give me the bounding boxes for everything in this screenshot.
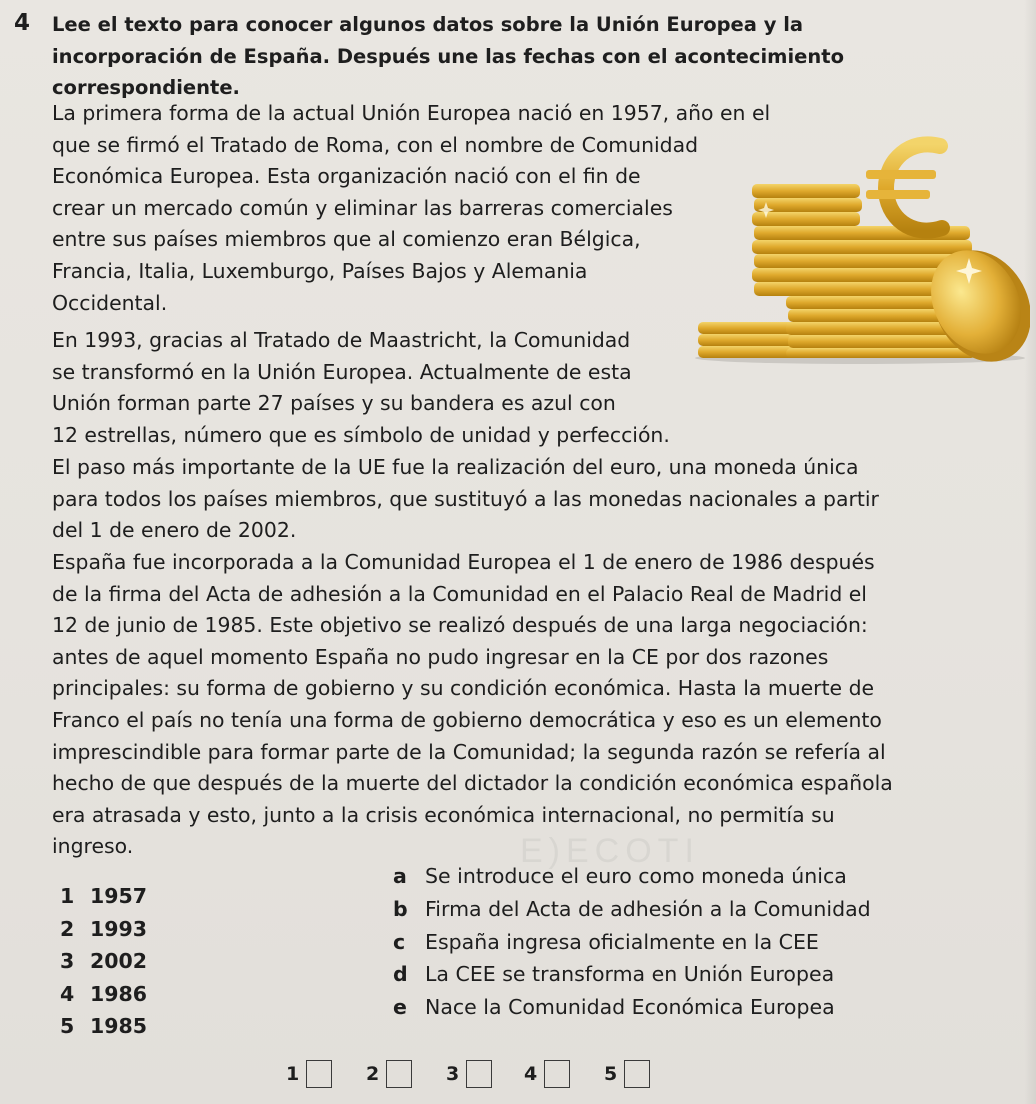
instruction-line: Lee el texto para conocer algunos datos sobre la Unión Europea y la	[52, 13, 804, 36]
answer-box[interactable]	[306, 1060, 332, 1088]
events-list	[393, 860, 871, 1024]
euro-coins-icon	[690, 118, 1030, 366]
date-year: 1993	[90, 916, 148, 941]
date-item	[60, 945, 147, 978]
date-number: 3	[60, 949, 75, 974]
exercise-number: 4	[14, 10, 31, 36]
date-year: 1957	[90, 884, 148, 908]
answer-box[interactable]	[624, 1060, 650, 1088]
text-line: 12 estrellas, número que es símbolo de unidad y perfección.	[52, 422, 670, 447]
text-line: ingreso.	[52, 834, 134, 859]
text-line: Unión forman parte 27 países y su bandera es azul con	[52, 391, 616, 416]
text-line: principales: su forma de gobierno y su condición económica. Hasta la muerte de	[52, 676, 875, 701]
text-line: El paso más importante de la UE fue la realización del euro, una moneda única	[52, 455, 859, 479]
text-line: se transformó en la Unión Europea. Actualmente de esta	[52, 359, 632, 384]
answer-label: 2	[366, 1063, 380, 1085]
event-text: Firma del Acta de adhesión a la Comunidad	[425, 896, 871, 921]
event-text: España ingresa oficialmente en la CEE	[425, 929, 819, 954]
event-item	[393, 958, 871, 991]
date-item	[60, 880, 147, 913]
date-number: 4	[60, 981, 75, 1006]
paragraph-4	[52, 547, 893, 863]
dates-list	[60, 880, 147, 1043]
answer-label: 5	[604, 1063, 618, 1085]
text-line: antes de aquel momento España no pudo ingresar en la CE por dos razones	[52, 644, 829, 669]
event-item	[393, 991, 871, 1024]
text-line: Francia, Italia, Luxemburgo, Países Bajos y Alemania	[52, 258, 588, 283]
paragraph-2	[52, 325, 670, 451]
event-letter: d	[393, 962, 408, 987]
event-letter: e	[393, 995, 407, 1020]
event-letter: a	[393, 864, 407, 888]
text-line: Económica Europea. Esta organización nació con el fin de	[52, 164, 641, 189]
event-text: Nace la Comunidad Económica Europea	[425, 995, 835, 1020]
date-number: 5	[60, 1014, 75, 1039]
text-line: imprescindible para formar parte de la Comunidad; la segunda razón se refería al	[52, 739, 886, 764]
text-line: Franco el país no tenía una forma de gobierno democrática y eso es un elemento	[52, 707, 882, 732]
bleed-through-text: E)ECOTI	[520, 832, 700, 870]
text-line: En 1993, gracias al Tratado de Maastricht, la Comunidad	[52, 328, 631, 352]
paragraph-3	[52, 452, 879, 547]
event-letter: c	[393, 929, 406, 954]
text-line: Occidental.	[52, 290, 168, 315]
date-item	[60, 1010, 147, 1043]
instruction-line: incorporación de España. Después une las fechas con el acontecimiento	[52, 44, 844, 68]
text-line: del 1 de enero de 2002.	[52, 518, 297, 543]
answer-label: 1	[286, 1063, 300, 1085]
text-line: 12 de junio de 1985. Este objetivo se realizó después de una larga negociación:	[52, 613, 868, 638]
text-line: crear un mercado común y eliminar las barreras comerciales	[52, 195, 673, 220]
date-item	[60, 913, 147, 946]
text-line: entre sus países miembros que al comienzo eran Bélgica,	[52, 227, 641, 252]
text-line: para todos los países miembros, que sustituyó a las monedas nacionales a partir	[52, 486, 879, 511]
text-line: de la firma del Acta de adhesión a la Comunidad en el Palacio Real de Madrid el	[52, 581, 867, 606]
date-number: 2	[60, 916, 75, 941]
date-year: 1986	[90, 981, 148, 1006]
answer-box[interactable]	[466, 1060, 492, 1088]
text-line: La primera forma de la actual Unión Europea nació en 1957, año en el	[52, 101, 771, 125]
exercise-instruction	[52, 9, 882, 104]
event-item	[393, 893, 871, 926]
event-text: La CEE se transforma en Unión Europea	[425, 962, 835, 987]
event-text: Se introduce el euro como moneda única	[425, 864, 847, 888]
instruction-line: correspondiente.	[52, 76, 240, 99]
event-item	[393, 860, 871, 893]
paragraph-1	[52, 98, 770, 319]
text-line: hecho de que después de la muerte del dictador la condición económica española	[52, 771, 893, 796]
event-letter: b	[393, 896, 408, 921]
answer-box[interactable]	[386, 1060, 412, 1088]
answer-label: 3	[446, 1063, 460, 1085]
date-item	[60, 978, 147, 1011]
text-line: España fue incorporada a la Comunidad Europea el 1 de enero de 1986 después	[52, 550, 875, 574]
answer-box[interactable]	[544, 1060, 570, 1088]
date-year: 1985	[90, 1014, 148, 1039]
event-item	[393, 926, 871, 959]
date-number: 1	[60, 884, 75, 908]
text-line: era atrasada y esto, junto a la crisis económica internacional, no permitía su	[52, 802, 835, 827]
text-line: que se firmó el Tratado de Roma, con el nombre de Comunidad	[52, 132, 699, 157]
answer-label: 4	[524, 1063, 538, 1085]
date-year: 2002	[90, 949, 148, 974]
